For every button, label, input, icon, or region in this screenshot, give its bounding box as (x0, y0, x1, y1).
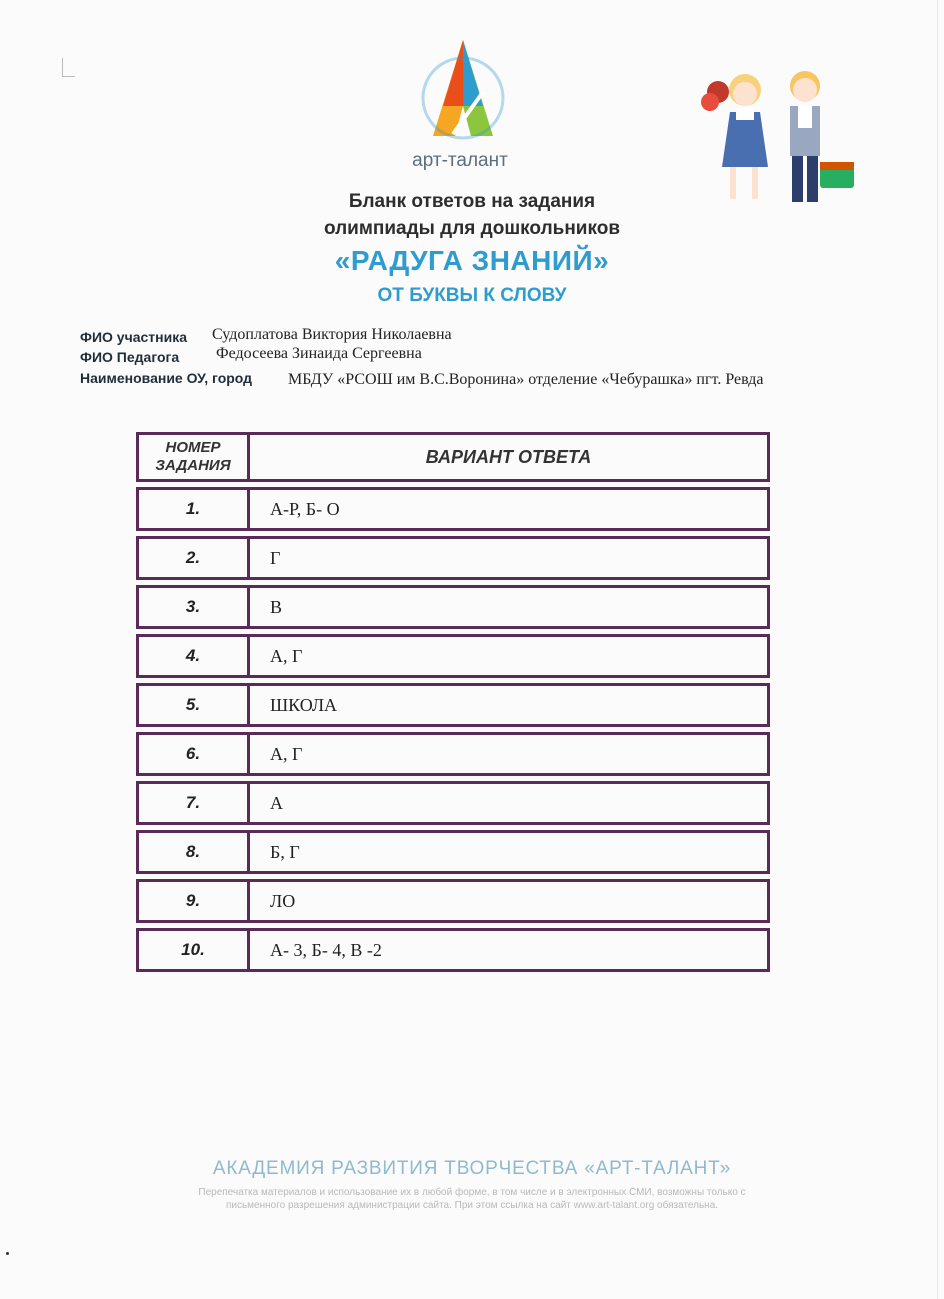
teacher-row (80, 348, 179, 366)
teacher-value: Федосеева Зинаида Сергеевна (216, 345, 422, 362)
participant-value-wrap (212, 325, 452, 344)
participant-label: ФИО участника (80, 329, 187, 345)
task-answer: А, Г (247, 634, 770, 678)
footer-notice (100, 1186, 844, 1212)
task-answer: В (247, 585, 770, 629)
org-value: МБДУ «РСОШ им В.С.Воронина» отделение «Чебурашка» пгт. Ревда (288, 371, 764, 388)
corner-mark (62, 58, 75, 77)
olympiad-subtitle: ОТ БУКВЫ К СЛОВУ (377, 285, 567, 306)
teacher-label: ФИО Педагога (80, 349, 180, 365)
task-answer: А, Г (247, 732, 770, 776)
art-talant-logo (413, 36, 513, 146)
teacher-value-wrap (216, 344, 422, 363)
task-number: 9. (136, 879, 247, 923)
task-number: 2. (136, 536, 247, 580)
header-task-number (136, 432, 247, 482)
header-num-line2: ЗАДАНИЯ (155, 457, 231, 474)
table-row (136, 830, 770, 874)
footer-notice-line2: письменного разрешения администрации сайта. При этом ссылка на сайт www.art-talant.org обязательна. (225, 1200, 719, 1211)
header-num-line1: НОМЕР (165, 439, 221, 456)
olympiad-title: «РАДУГА ЗНАНИЙ» (334, 245, 610, 276)
task-number: 10. (136, 928, 247, 972)
task-number: 5. (136, 683, 247, 727)
table-header (136, 432, 770, 482)
task-number: 6. (136, 732, 247, 776)
brand-name: арт-талант (412, 150, 508, 171)
children-illustration (690, 62, 870, 212)
answer-table (136, 427, 770, 977)
task-number: 8. (136, 830, 247, 874)
task-number: 1. (136, 487, 247, 531)
table-row (136, 879, 770, 923)
task-number: 7. (136, 781, 247, 825)
table-row (136, 781, 770, 825)
footer-notice-line1: Перепечатка материалов и использование их в любой форме, в том числе и в электронных СМИ, возможны только с (198, 1187, 746, 1198)
title-line-1: Бланк ответов на задания (348, 191, 596, 212)
participant-value: Судоплатова Виктория Николаевна (212, 326, 452, 343)
table-row (136, 732, 770, 776)
org-label: Наименование ОУ, город (80, 370, 253, 386)
title-line-2: олимпиады для дошкольников (323, 218, 621, 239)
org-row (80, 369, 252, 387)
table-row (136, 683, 770, 727)
task-answer: А (247, 781, 770, 825)
task-answer: Г (247, 536, 770, 580)
task-answer: А- 3, Б- 4, В -2 (247, 928, 770, 972)
table-row (136, 634, 770, 678)
table-row (136, 536, 770, 580)
table-row (136, 487, 770, 531)
table-row (136, 928, 770, 972)
scan-dot (6, 1252, 9, 1255)
task-answer: ШКОЛА (247, 683, 770, 727)
org-value-wrap (288, 370, 764, 389)
task-answer: ЛО (247, 879, 770, 923)
footer-academy: АКАДЕМИЯ РАЗВИТИЯ ТВОРЧЕСТВА «АРТ-ТАЛАНТ» (212, 1158, 732, 1179)
task-answer: А-Р, Б- О (247, 487, 770, 531)
task-answer: Б, Г (247, 830, 770, 874)
task-number: 3. (136, 585, 247, 629)
header-answer: ВАРИАНТ ОТВЕТА (247, 432, 770, 482)
task-number: 4. (136, 634, 247, 678)
table-row (136, 585, 770, 629)
participant-row (80, 328, 187, 346)
